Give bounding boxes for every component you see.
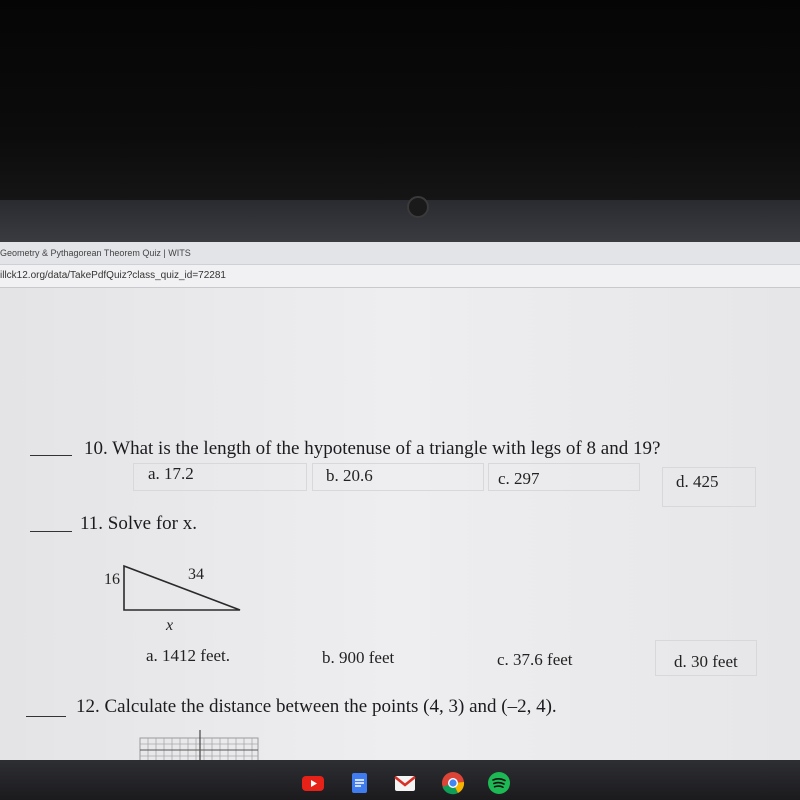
youtube-icon[interactable] [300,770,326,796]
laptop-bezel [0,0,800,200]
label-hypotenuse-34: 34 [188,566,204,583]
choice-q10-d: d. 425 [676,472,719,491]
choice-q10-a: a. 17.2 [148,464,194,483]
answer-blank-q10 [30,455,72,456]
docs-icon[interactable] [346,770,372,796]
answer-blank-q11 [30,531,72,532]
choice-q10-b: b. 20.6 [326,466,373,485]
triangle-shape [124,566,240,610]
question-11-text: 11. Solve for x. [80,513,197,534]
quiz-document [0,288,800,760]
question-10-text: 10. What is the length of the hypotenuse of a triangle with legs of 8 and 19? [84,438,661,459]
label-leg-16: 16 [104,571,120,588]
tab-title[interactable]: Geometry & Pythagorean Theorem Quiz | WITS [0,248,191,258]
browser-tab-bar [0,242,800,265]
gmail-icon[interactable] [392,770,418,796]
choice-q11-c: c. 37.6 feet [497,650,573,669]
answer-blank-q12 [26,716,66,717]
choice-q11-d: d. 30 feet [674,652,738,671]
question-12-text: 12. Calculate the distance between the points (4, 3) and (–2, 4). [76,696,557,717]
window-top-strip [0,200,800,242]
chrome-icon[interactable] [440,770,466,796]
laptop-screen [0,200,800,780]
taskbar [0,760,800,800]
webcam [407,196,429,218]
coordinate-grid-figure [138,728,262,762]
choice-q11-b: b. 900 feet [322,648,395,667]
address-bar[interactable] [0,265,800,288]
choice-q11-a: a. 1412 feet. [146,646,231,665]
choice-q10-c: c. 297 [498,469,540,488]
label-unknown-x: x [166,617,174,634]
right-triangle-figure [100,556,260,636]
url-text[interactable]: illck12.org/data/TakePdfQuiz?class_quiz_id=72281 [0,270,226,281]
spotify-icon[interactable] [486,770,512,796]
